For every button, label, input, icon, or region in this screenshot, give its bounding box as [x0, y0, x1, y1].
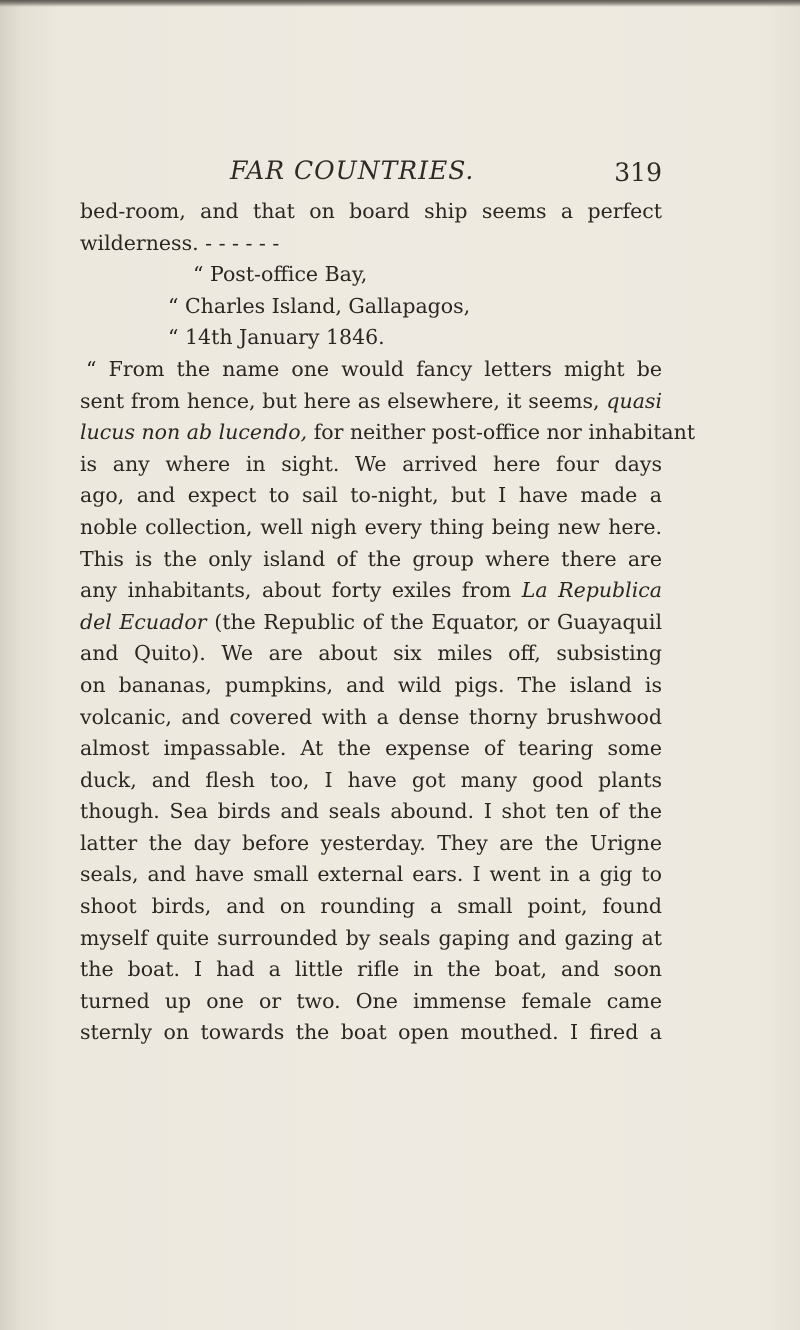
- dateline-island: “ Charles Island, Gallapagos,: [168, 293, 471, 318]
- text-line: sent from hence, but here as elsewhere, it seems, quasi: [80, 388, 662, 413]
- text-line: the boat. I had a little rifle in the boat, and soon: [80, 957, 662, 982]
- text-line: and Quito). We are about six miles off, subsisting: [80, 641, 662, 666]
- text-line: is any where in sight. We arrived here four days: [80, 451, 662, 476]
- running-title: FAR COUNTRIES.: [230, 156, 475, 185]
- spanish-phrase: del Ecuador: [80, 609, 207, 634]
- text-line: seals, and have small external ears. I went in a gig to: [80, 862, 662, 887]
- latin-phrase: quasi: [606, 388, 662, 413]
- text-line: del Ecuador (the Republic of the Equator, or Guayaquil: [80, 609, 662, 634]
- text-line: “ From the name one would fancy letters might be: [86, 356, 662, 381]
- dateline-date: “ 14th January 1846.: [168, 325, 385, 350]
- latin-phrase: lucus non ab lucendo,: [80, 420, 308, 445]
- page-header: [80, 156, 662, 196]
- text-line: bed-room, and that on board ship seems a perfect: [80, 199, 662, 223]
- text-line: latter the day before yesterday. They are the Urigne: [80, 830, 662, 855]
- text-line: sternly on towards the boat open mouthed. I fired a: [80, 1020, 662, 1045]
- text-line: wilderness. - - - - - -: [80, 230, 280, 255]
- text-line: ago, and expect to sail to-night, but I have made a: [80, 483, 662, 508]
- page-top-edge: [0, 0, 800, 7]
- spanish-phrase: La Republica: [521, 578, 662, 603]
- text-line: volcanic, and covered with a dense thorny brushwood: [80, 704, 662, 729]
- body-text: [80, 196, 696, 1049]
- page-number: 319: [614, 158, 662, 187]
- text-line: This is the only island of the group where there are: [80, 546, 662, 571]
- text-line: duck, and flesh too, I have got many good plants: [80, 767, 662, 792]
- text-line: lucus non ab lucendo, for neither post-office nor inhabitant: [80, 420, 696, 445]
- text-line: shoot birds, and on rounding a small point, found: [80, 894, 662, 919]
- text-line: almost impassable. At the expense of tearing some: [80, 736, 662, 761]
- text-line: though. Sea birds and seals abound. I shot ten of the: [80, 799, 662, 824]
- text-line: myself quite surrounded by seals gaping and gazing at: [80, 925, 662, 950]
- text-line: on bananas, pumpkins, and wild pigs. The island is: [80, 672, 662, 697]
- text-line: noble collection, well nigh every thing being new here.: [80, 514, 662, 539]
- dateline-place: “ Post-office Bay,: [193, 262, 368, 287]
- text-line: turned up one or two. One immense female came: [80, 988, 662, 1013]
- text-line: any inhabitants, about forty exiles from La Republica: [80, 578, 662, 603]
